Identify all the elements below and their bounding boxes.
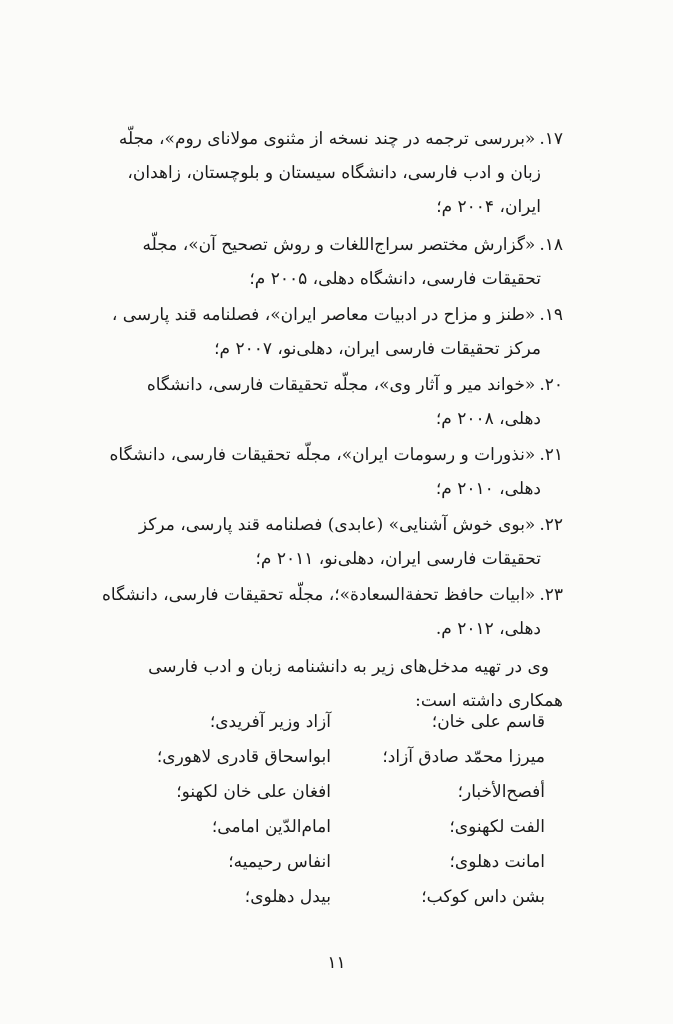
paragraph-line: وی در تهیه مدخل‌های زیر به دانشنامه زبان و ادب فارسی — [148, 657, 549, 677]
entry-number: ۱۸. — [539, 235, 563, 255]
entry-number: ۲۲. — [539, 515, 563, 535]
names-row — [123, 747, 563, 782]
entry-text: «طنز و مزاح در ادبیات معاصر ایران»، فصلنامه قند پارسی ، — [111, 305, 536, 325]
page-number: ۱۱ — [327, 953, 346, 973]
name-entry: افغان علی خان لکهنو؛ — [176, 782, 331, 802]
entry-19 — [103, 298, 563, 366]
name-entry: قاسم علی خان؛ — [431, 712, 545, 732]
names-row — [123, 712, 563, 747]
entry-20 — [103, 368, 563, 436]
entry-text: دهلی، ۲۰۰۸ م؛ — [435, 409, 541, 429]
entry-number: ۱۹. — [539, 305, 563, 325]
entry-text: «ابیات حافظ تحفة‌السعادة»؛، مجلّه تحقیقات فارسی، دانشگاه — [102, 585, 536, 605]
entry-number: ۲۰. — [539, 375, 563, 395]
entry-23 — [103, 578, 563, 646]
name-entry: امام‌الدّین امامی؛ — [211, 817, 331, 837]
entry-22 — [103, 508, 563, 576]
entry-text: مرکز تحقیقات فارسی ایران، دهلی‌نو، ۲۰۰۷ م؛ — [214, 339, 541, 359]
entry-text: «بوی خوش آشنایی» (عابدی) فصلنامه قند پارسی، مرکز — [138, 515, 536, 535]
entry-text: دهلی، ۲۰۱۲ م. — [435, 619, 541, 639]
entry-number: ۲۳. — [539, 585, 563, 605]
entry-text: تحقیقات فارسی، دانشگاه دهلی، ۲۰۰۵ م؛ — [249, 269, 541, 289]
name-entry: ابواسحاق قادری لاهوری؛ — [156, 747, 331, 767]
names-row — [123, 782, 563, 817]
entry-text: دهلی، ۲۰۱۰ م؛ — [435, 479, 541, 499]
entry-text: «گزارش مختصر سراج‌اللغات و روش تصحیح آن»، مجلّه — [142, 235, 536, 255]
names-row — [123, 817, 563, 852]
entry-17 — [103, 122, 563, 224]
entry-text: «بررسی ترجمه در چند نسخه از مثنوی مولانای روم»، مجلّه — [118, 129, 536, 149]
name-entry: بشن داس کوکب؛ — [421, 887, 545, 907]
names-row — [123, 887, 563, 922]
entry-text: «خواند میر و آثار وی»، مجلّه تحقیقات فارسی، دانشگاه — [146, 375, 536, 395]
name-entry: انفاس رحیمیه؛ — [228, 852, 331, 872]
intro-paragraph — [93, 650, 563, 718]
name-entry: آزاد وزیر آفریدی؛ — [209, 712, 331, 732]
entry-number: ۲۱. — [539, 445, 563, 465]
name-entry: بیدل دهلوی؛ — [244, 887, 331, 907]
name-entry: الفت لکهنوی؛ — [449, 817, 545, 837]
names-row — [123, 852, 563, 887]
name-entry: امانت دهلوی؛ — [449, 852, 545, 872]
entry-text: زبان و ادب فارسی، دانشگاه سیستان و بلوچستان، زاهدان، — [127, 163, 541, 183]
paragraph-line: همکاری داشته است: — [415, 691, 563, 711]
name-entry: أفصح‌الأخبار؛ — [457, 782, 545, 802]
entry-18 — [103, 228, 563, 296]
names-list — [123, 712, 563, 922]
entry-text: تحقیقات فارسی ایران، دهلی‌نو، ۲۰۱۱ م؛ — [255, 549, 541, 569]
entry-text: ایران، ۲۰۰۴ م؛ — [436, 197, 541, 217]
entry-21 — [103, 438, 563, 506]
name-entry: میرزا محمّد صادق آزاد؛ — [382, 747, 545, 767]
entry-text: «نذورات و رسومات ایران»، مجلّه تحقیقات فارسی، دانشگاه — [109, 445, 536, 465]
entry-number: ۱۷. — [539, 129, 563, 149]
